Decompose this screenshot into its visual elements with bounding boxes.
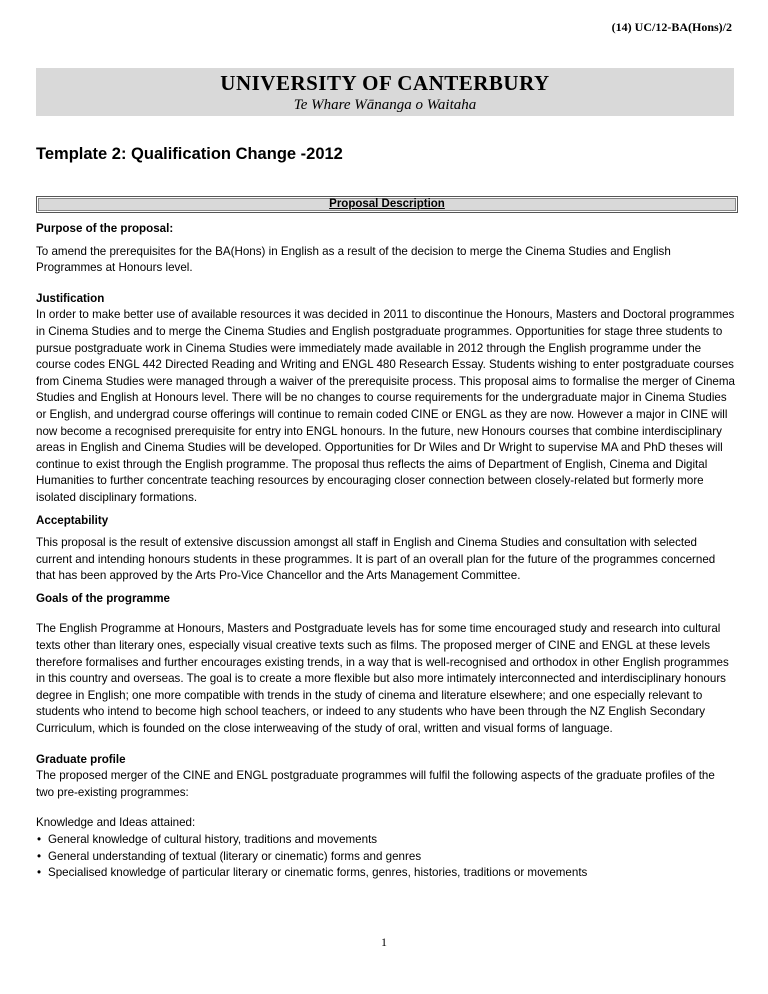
bullet-icon: • <box>37 849 42 863</box>
list-item-text: Specialised knowledge of particular literary or cinematic forms, genres, histories, traditions or movements <box>48 866 588 880</box>
acceptability-heading: Acceptability <box>36 513 109 527</box>
list-item-text: General understanding of textual (literary or cinematic) forms and genres <box>48 849 422 863</box>
university-header <box>36 68 734 116</box>
university-name: UNIVERSITY OF CANTERBURY <box>220 71 550 95</box>
page-number: 1 <box>381 935 387 949</box>
bullet-icon: • <box>37 866 42 880</box>
graduate-profile-text: The proposed merger of the CINE and ENGL postgraduate programmes will fulfil the following aspects of the graduate profiles of the two pre-existing programmes: <box>36 769 715 799</box>
graduate-profile-heading: Graduate profile <box>36 752 126 766</box>
list-item <box>36 865 736 882</box>
goals-text: The English Programme at Honours, Masters and Postgraduate levels has for some time encouraged study and research into cultural texts other than literary ones, especially visual creative texts such as films. The proposed merger of CINE and ENGL at these levels therefore formalises and further encourages existing trends, in a way that is well-recognised and orthodox in other English programmes in this country and overseas. The goal is to create a more flexible but also more intimately interconnected and interdisciplinary honours degree in English; one more compatible with trends in the study of cinema and literature elsewhere; and one especially relevant to students who intend to become high school teachers, or indeed to any students who have been through the NZ English Secondary Curriculum, which is founded on the close interweaving of the study of oral, written and visual forms of language. <box>36 622 729 736</box>
university-maori-name: Te Whare Wānanga o Waitaha <box>293 97 477 113</box>
section-bar-proposal-description <box>36 196 738 213</box>
purpose-text: To amend the prerequisites for the BA(Hons) in English as a result of the decision to merge the Cinema Studies and English Programmes at Honours level. <box>36 244 671 275</box>
knowledge-list <box>36 832 736 882</box>
document-code: (14) UC/12-BA(Hons)/2 <box>611 20 732 34</box>
goals-heading: Goals of the programme <box>36 591 170 605</box>
template-title: Template 2: Qualification Change -2012 <box>36 145 343 163</box>
knowledge-list-intro: Knowledge and Ideas attained: <box>36 816 196 830</box>
bullet-icon: • <box>37 833 42 846</box>
section-bar-label: Proposal Description <box>329 198 445 210</box>
justification-text: In order to make better use of available resources it was decided in 2011 to discontinue the Honours, Masters and Doctoral programmes in Cinema Studies and to merge the Cinema Studies and English postgraduate programmes. Opportunities for stage three students to pursue postgraduate work in Cinema Studies were immediately made available in 2012 through the English programme under the course codes ENGL 442 Directed Reading and Writing and ENGL 480 Research Essay. Students wishing to enter postgraduate courses from Cinema Studies were managed through a waiver of the prerequisite process. This proposal aims to formalise the merger of Cinema Studies and English at Honours level. There will be no changes to course requirements for the undergraduate major in Cinema Studies or English, and undergrad course offerings will continue to remain coded CINE or ENGL as they are now. However a major in CINE will now become a recognised prerequisite for entry into ENGL honours. In the future, new Honours courses that combine interdisciplinary areas in English and Cinema Studies will be developed. Opportunities for Dr Wiles and Dr Wright to supervise MA and PhD theses will continue to exist through the English programme. The proposal thus reflects the aims of Department of English, Cinema and Digital Humanities to further concentrate teaching resources by encouraging closer connection between closely-related but formerly more isolated disciplinary formations. <box>36 308 735 504</box>
document-body <box>36 221 736 882</box>
acceptability-text: This proposal is the result of extensive discussion amongst all staff in English and Cinema Studies and consultation with selected current and intending honours students in these programmes. It is part of an overall plan for the future of the programmes concerned that has been approved by the Arts Pro-Vice Chancellor and the Arts Management Committee. <box>36 536 716 583</box>
justification-heading: Justification <box>36 291 105 305</box>
list-item <box>36 849 736 866</box>
purpose-heading: Purpose of the proposal: <box>36 222 174 235</box>
list-item <box>36 832 736 849</box>
list-item-text: General knowledge of cultural history, traditions and movements <box>48 833 378 846</box>
